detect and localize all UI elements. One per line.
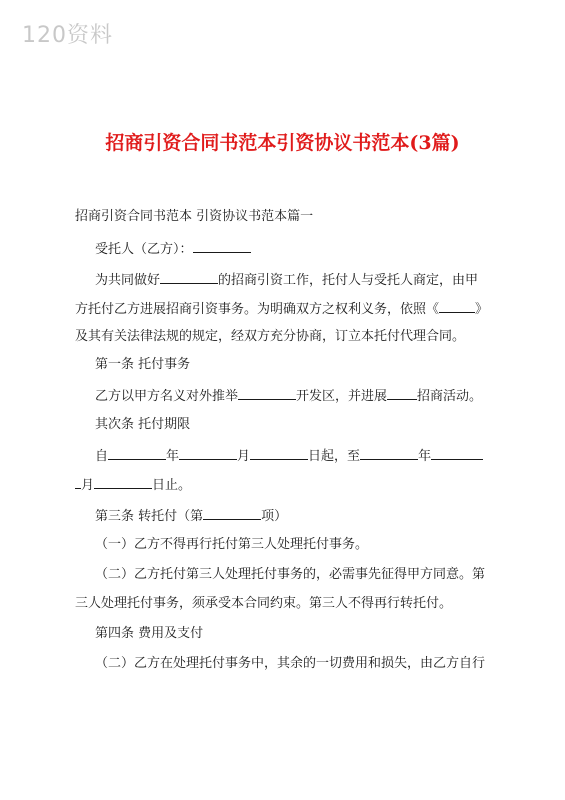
paragraph-1-line-1 (95, 271, 478, 289)
art2-blank-day (250, 447, 308, 460)
p1-text-a: 为共同做好 (95, 273, 161, 288)
art1-text-a: 乙方以甲方名义对外推举 (95, 389, 239, 404)
art2-year2: 年 (418, 449, 432, 464)
art1-text-c: 招商活动。 (417, 389, 483, 404)
article-3-item-2-line-1: （二）乙方托付第三人处理托付事务的，必需事先征得甲方同意。第 (95, 567, 486, 582)
art2-month2: 月 (81, 478, 95, 493)
art2-year: 年 (166, 449, 180, 464)
art2-blank-year (108, 447, 166, 460)
watermark: 120资料 (22, 23, 113, 48)
paragraph-1-line-2 (75, 300, 488, 318)
p1-law-blank (439, 300, 475, 313)
article-3-title (95, 507, 287, 525)
art2-blank-day2 (94, 476, 152, 489)
trustee-blank (193, 240, 251, 253)
subtitle: 招商引资合同书范本 引资协议书范本篇一 (75, 209, 314, 224)
art2-blank-month (179, 447, 237, 460)
article-4-title: 第四条 费用及支付 (95, 626, 204, 641)
article-3-item-1: （一）乙方不得再行托付第三人处理托付事务。 (95, 537, 369, 552)
p1-line2-text-b: 》 (475, 302, 489, 317)
art2-from: 自 (95, 449, 109, 464)
article-4-item-2: （二）乙方在处理托付事务中，其余的一切费用和损失，由乙方自行 (95, 656, 486, 671)
trustee-line (95, 240, 251, 258)
article-2-dates-line-1 (95, 447, 483, 465)
trustee-label: 受托人（乙方）： (95, 242, 193, 257)
article-3-item-2-line-2: 三人处理托付事务，须承受本合同约束。第三人不得再行转托付。 (75, 596, 453, 611)
p1-text-b: 的招商引资工作，托付人与受托人商定，由甲 (218, 273, 479, 288)
art2-month: 月 (237, 449, 251, 464)
article-1-title: 第一条 托付事务 (95, 357, 191, 372)
document-title: 招商引资合同书范本引资协议书范本(3篇) (105, 132, 460, 154)
art3-title-b: 项） (261, 509, 288, 524)
art2-day-to: 日起，至 (308, 449, 361, 464)
paragraph-1-line-3: 及其有关法律法规的规定，经双方充分协商，订立本托付代理合同。 (75, 329, 466, 344)
article-2-title: 其次条 托付期限 (95, 417, 191, 432)
art1-text-b: 开发区，并进展 (296, 389, 388, 404)
art3-blank (203, 507, 261, 520)
p1-blank (160, 271, 218, 284)
art3-title-a: 第三条 转托付（第 (95, 509, 204, 524)
art1-blank-1 (238, 387, 296, 400)
art2-end: 日止。 (152, 478, 192, 493)
art2-blank-month2-a (431, 447, 483, 460)
art2-blank-year2 (360, 447, 418, 460)
p1-line2-text-a: 方托付乙方进展招商引资事务。为明确双方之权利义务，依照《 (75, 302, 440, 317)
art1-blank-2 (387, 387, 417, 400)
article-1-text (95, 387, 482, 405)
article-2-dates-line-2 (75, 476, 191, 494)
